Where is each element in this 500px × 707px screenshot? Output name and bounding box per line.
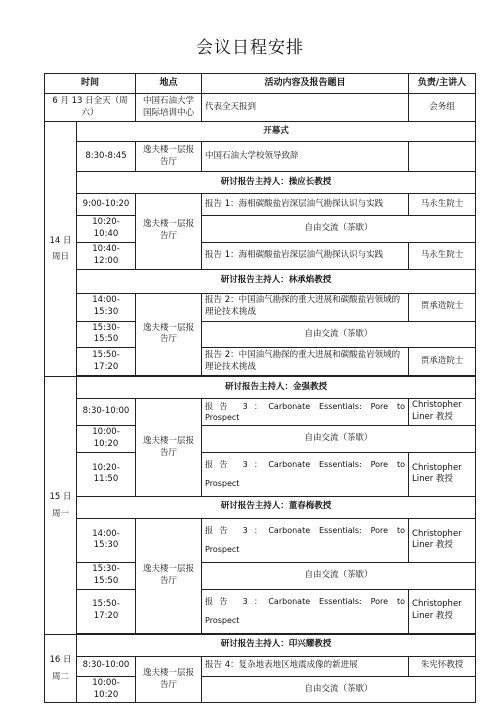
header-content: 活动内容及报告题目 xyxy=(202,74,409,94)
host-row: 研讨报告主持人：操应长教授 xyxy=(77,172,476,194)
time-cell: 10:20-10:40 xyxy=(77,216,136,243)
time-cell: 10:20-11:50 xyxy=(77,452,136,496)
person-cell: 马永生院士 xyxy=(409,242,476,269)
content-cell: 报告 4：复杂地表地区地震成像的新进展 xyxy=(202,656,409,676)
host-row: 研讨报告主持人：金强教授 xyxy=(77,377,476,399)
person-cell: Christopher Liner 教授 xyxy=(409,589,476,633)
place-cell: 逸夫楼一层报告厅 xyxy=(136,142,202,172)
break-cell: 自由交流（茶歇） xyxy=(202,676,476,703)
host-row: 研讨报告主持人：董春梅教授 xyxy=(77,496,476,518)
person-cell: 贾承造院士 xyxy=(409,293,476,321)
content-cell: 报告 2：中国油气勘探的重大进展和碳酸盐岩领域的理论技术挑战 xyxy=(202,348,409,376)
place-cell: 逸夫楼一层报告厅 xyxy=(136,399,202,497)
time-cell: 6 月 13 日全天（周六） xyxy=(45,94,136,122)
time-cell: 15:50-17:20 xyxy=(77,589,136,633)
content-cell: 报告 2：中国油气勘探的重大进展和碳酸盐岩领域的理论技术挑战 xyxy=(202,293,409,321)
break-cell: 自由交流（茶歇） xyxy=(202,216,476,243)
place-cell: 逸夫楼一层报告厅 xyxy=(136,656,202,703)
time-cell: 8:30-10:00 xyxy=(77,656,136,676)
header-time: 时间 xyxy=(45,74,136,94)
day-cell-16: 16 日 周二 xyxy=(45,634,77,703)
header-person: 负责/主讲人 xyxy=(409,74,476,94)
time-cell: 14:00-15:30 xyxy=(77,293,136,321)
time-cell: 15:30-15:50 xyxy=(77,321,136,348)
place-cell: 逸夫楼一层报告厅 xyxy=(136,518,202,633)
place-cell: 逸夫楼一层报告厅 xyxy=(136,293,202,376)
content-cell: 中国石油大学校领导致辞 xyxy=(202,142,409,172)
content-cell: 报告 3：Carbonate Essentials: Pore to Prospect xyxy=(202,399,409,426)
content-cell: 报告 3：Carbonate Essentials: Pore to Prospect xyxy=(202,452,409,496)
person-cell: Christopher Liner 教授 xyxy=(409,518,476,562)
time-cell: 15:30-15:50 xyxy=(77,562,136,589)
person-cell: 贾承造院士 xyxy=(409,348,476,376)
content-cell: 报告 1：海相碳酸盐岩深层油气勘探认识与实践 xyxy=(202,242,409,269)
day-cell-14: 14 日 周日 xyxy=(45,122,77,377)
break-cell: 自由交流（茶歇） xyxy=(202,562,476,589)
time-cell: 8:30-10:00 xyxy=(77,399,136,426)
content-cell: 代表全天报到 xyxy=(202,94,409,122)
time-cell: 14:00-15:30 xyxy=(77,518,136,562)
content-cell: 报告 1：海相碳酸盐岩深层油气勘探认识与实践 xyxy=(202,194,409,216)
day-cell-15: 15 日 周一 xyxy=(45,377,77,634)
person-cell: 马永生院士 xyxy=(409,194,476,216)
break-cell: 自由交流（茶歇） xyxy=(202,426,476,453)
person-cell xyxy=(409,142,476,172)
schedule-table xyxy=(44,73,476,703)
host-row: 研讨报告主持人：印兴耀教授 xyxy=(77,634,476,656)
section-opening: 开幕式 xyxy=(77,122,476,142)
header-place: 地点 xyxy=(136,74,202,94)
page-title: 会议日程安排 xyxy=(196,38,304,58)
person-cell: Christopher Liner 教授 xyxy=(409,399,476,426)
content-cell: 报告 3：Carbonate Essentials: Pore to Prospect xyxy=(202,518,409,562)
time-cell: 9:00-10:20 xyxy=(77,194,136,216)
time-cell: 15:50-17:20 xyxy=(77,348,136,376)
time-cell: 10:00-10:20 xyxy=(77,676,136,703)
person-cell: 朱宪怀教授 xyxy=(409,656,476,676)
break-cell: 自由交流（茶歇） xyxy=(202,321,476,348)
time-cell: 10:00-10:20 xyxy=(77,426,136,453)
person-cell: Christopher Liner 教授 xyxy=(409,452,476,496)
place-cell: 中国石油大学国际培训中心 xyxy=(136,94,202,122)
host-row: 研讨报告主持人：林承焰教授 xyxy=(77,269,476,293)
time-cell: 10:40-12:00 xyxy=(77,242,136,269)
place-cell: 逸夫楼一层报告厅 xyxy=(136,194,202,270)
person-cell: 会务组 xyxy=(409,94,476,122)
time-cell: 8:30-8:45 xyxy=(77,142,136,172)
content-cell: 报告 3：Carbonate Essentials: Pore to Prospect xyxy=(202,589,409,633)
